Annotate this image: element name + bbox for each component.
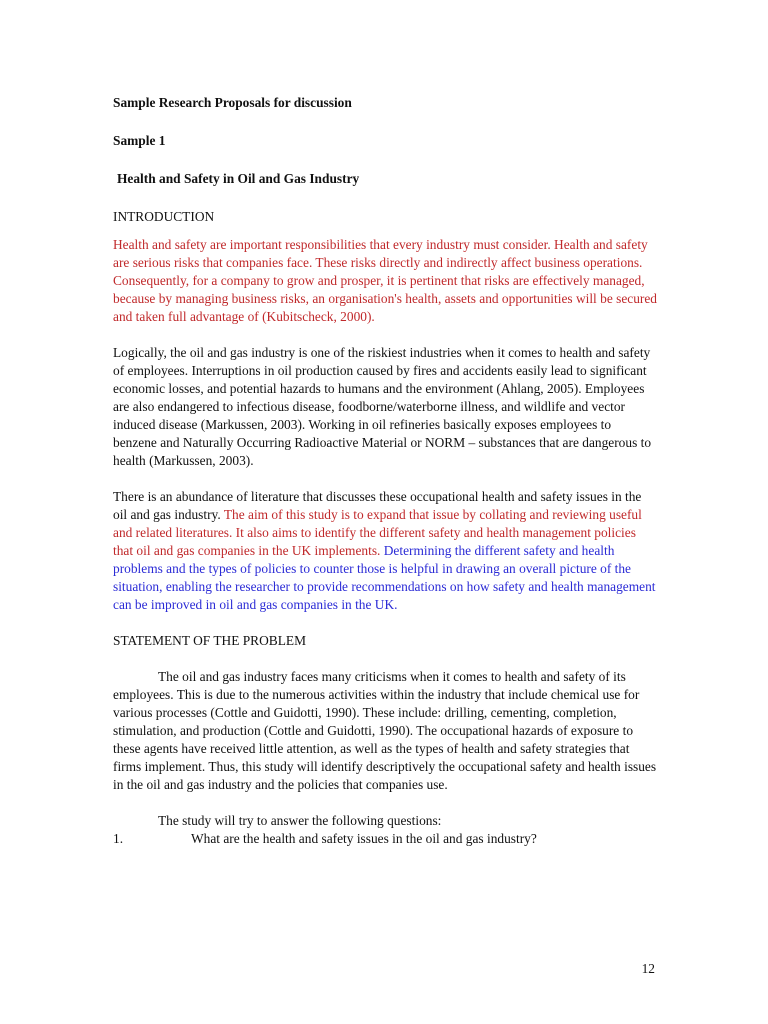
question-number: 1. xyxy=(113,831,124,846)
intro-paragraph-3-red: The aim of this study is to expand that issue by collating and reviewing useful and related literatures. It also aims to identify the different safety and health management policies that oil and gas companies in the UK implements. xyxy=(113,507,642,558)
intro-paragraph-1: Health and safety are important responsibilities that every industry must consider. Health and safety are serious risks that companies face. These risks directly and indirectly affect business operations. Consequently, for a company to grow and prosper, it is pertinent that risks are effectively managed, because by managing business risks, an organisation's health, assets and opportunities will be secured and taken full advantage of (Kubitscheck, 2000). xyxy=(113,237,658,324)
questions-intro: The study will try to answer the following questions: xyxy=(158,813,442,828)
intro-paragraph-2: Logically, the oil and gas industry is one of the riskiest industries when it comes to health and safety of employees. Interruptions in oil production caused by fires and accidents easily lead to significant economic losses, and potential hazards to humans and the environment (Ahlang, 2005). Employees are also endangered to infectious disease, foodborne/waterborne illness, and wildlife and vector induced disease (Markussen, 2003). Working in oil refineries basically exposes employees to benzene and Naturally Occurring Radioactive Material or NORM – substances that are dangerous to health (Markussen, 2003). xyxy=(113,345,652,468)
sample-label: Sample 1 xyxy=(113,133,166,148)
topic-title: Health and Safety in Oil and Gas Industry xyxy=(117,171,360,186)
problem-heading: STATEMENT OF THE PROBLEM xyxy=(113,633,306,648)
document-body xyxy=(113,94,658,848)
page-number: 12 xyxy=(641,961,655,976)
intro-paragraph-3 xyxy=(113,488,658,614)
question-item xyxy=(113,830,658,848)
document-title: Sample Research Proposals for discussion xyxy=(113,95,352,110)
introduction-heading: INTRODUCTION xyxy=(113,209,215,224)
intro-paragraph-3-blue: Determining the different safety and health problems and the types of policies to counter those is helpful in drawing an overall picture of the situation, enabling the researcher to provide recommendations on how safety and health management can be improved in oil and gas companies in the UK. xyxy=(113,543,656,612)
intro-paragraph-3-plain: There is an abundance of literature that discusses these occupational health and safety issues in the oil and gas industry. xyxy=(113,489,642,522)
question-text: What are the health and safety issues in the oil and gas industry? xyxy=(191,831,537,846)
problem-paragraph-1: The oil and gas industry faces many criticisms when it comes to health and safety of its employees. This is due to the numerous activities within the industry that include chemical use for various processes (Cottle and Guidotti, 1990). These include: drilling, cementing, completion, stimulation, and production (Cottle and Guidotti, 1990). The occupational hazards of exposure to these agents have received little attention, as well as the types of health and safety strategies that firms implement. Thus, this study will identify descriptively the occupational safety and health issues in the oil and gas industry and the policies that companies use. xyxy=(113,669,657,792)
